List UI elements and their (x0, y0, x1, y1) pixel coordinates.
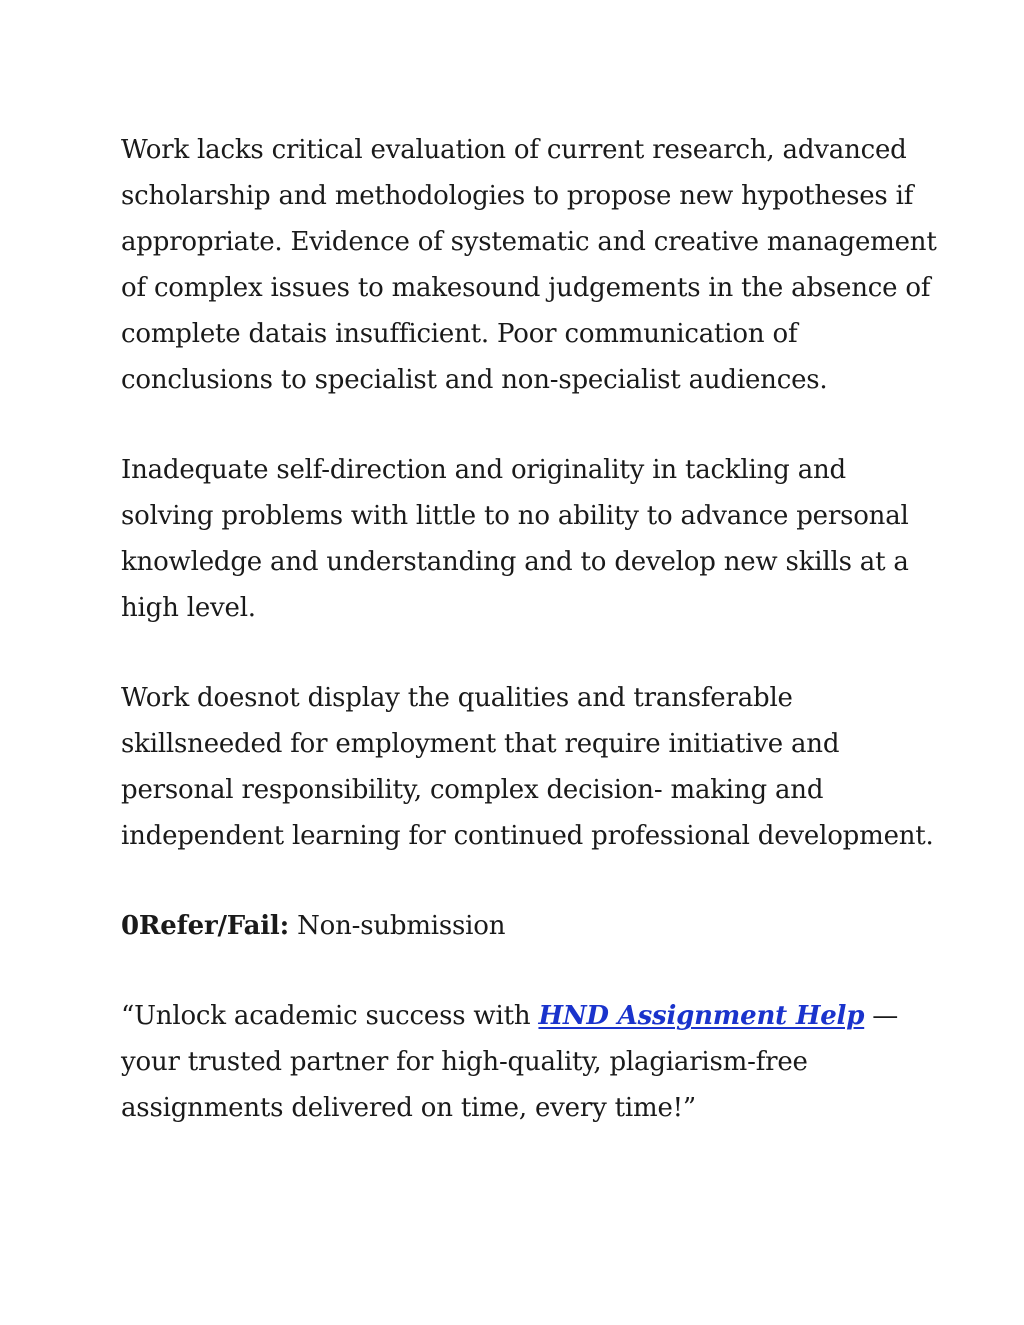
text-line: solving problems with little to no ability to advance personal (121, 501, 909, 531)
grade-text: Non-submission (289, 911, 506, 941)
text-line: Work doesnot display the qualities and transferable (121, 683, 793, 713)
paragraph-transferable-skills (121, 675, 934, 859)
text-line: high level. (121, 593, 256, 623)
grade-row (121, 903, 921, 949)
paragraph-research-evaluation (121, 127, 937, 403)
cta-line-3: assignments delivered on time, every time!” (121, 1093, 696, 1123)
text-line: conclusions to specialist and non-specialist audiences. (121, 365, 828, 395)
document-page (121, 127, 937, 1175)
text-line: complete datais insufficient. Poor communication of (121, 319, 798, 349)
text-line: appropriate. Evidence of systematic and creative management (121, 227, 937, 257)
cta-prefix: “Unlock academic success with (121, 1001, 539, 1031)
cta-line-1 (121, 993, 921, 1039)
cta-paragraph (121, 993, 921, 1131)
grade-line (121, 903, 921, 949)
cta-line-2: your trusted partner for high-quality, plagiarism-free (121, 1047, 808, 1077)
text-line: independent learning for continued professional development. (121, 821, 934, 851)
text-line: knowledge and understanding and to develop new skills at a (121, 547, 909, 577)
text-line: personal responsibility, complex decision- making and (121, 775, 824, 805)
cta-after-link: — (864, 1001, 899, 1031)
text-line: skillsneeded for employment that require initiative and (121, 729, 840, 759)
text-line: of complex issues to makesound judgements in the absence of (121, 273, 931, 303)
grade-label: 0Refer/Fail: (121, 911, 289, 941)
text-line: scholarship and methodologies to propose new hypotheses if (121, 181, 914, 211)
paragraph-self-direction (121, 447, 921, 631)
text-line: Work lacks critical evaluation of current research, advanced (121, 135, 907, 165)
text-line: Inadequate self-direction and originality in tackling and (121, 455, 846, 485)
hnd-assignment-help-link[interactable]: HND Assignment Help (538, 1001, 865, 1031)
